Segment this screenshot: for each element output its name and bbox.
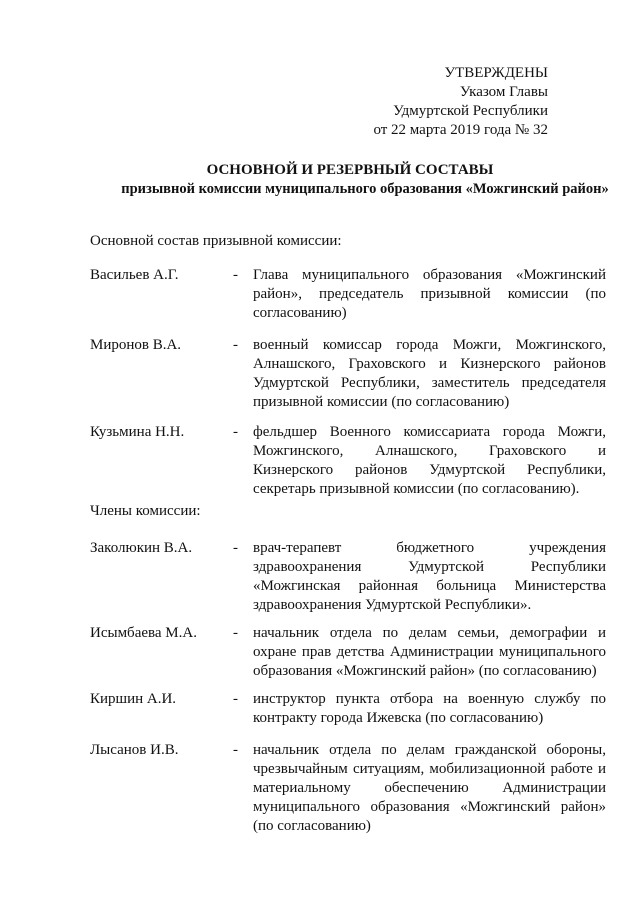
- section-heading-members: Члены комиссии:: [90, 503, 201, 519]
- section-heading-main: Основной состав призывной комиссии:: [90, 233, 342, 249]
- member-description: фельдшер Военного комиссариата города Можги, Можгинского, Алнашского, Граховского и Кизнерского районов Удмуртской Республики, секретарь призывной комиссии (по согласованию).: [253, 424, 606, 497]
- approval-republic: Удмуртской Республики: [393, 103, 548, 119]
- member-dash: -: [233, 424, 238, 440]
- member-description: военный комиссар города Можги, Можгинского, Алнашского, Граховского и Кизнерского районов Удмуртской Республики, заместитель председателя призывной комиссии (по согласованию): [253, 337, 606, 410]
- document-title-sub: призывной комиссии муниципального образования «Можгинский район»: [121, 181, 609, 197]
- approval-decree: Указом Главы: [459, 84, 548, 100]
- member-dash: -: [233, 540, 238, 556]
- member-name: Васильев А.Г.: [90, 267, 179, 283]
- member-name: Киршин А.И.: [90, 691, 177, 707]
- approval-date: от 22 марта 2019 года № 32: [373, 122, 548, 138]
- document-title-main: ОСНОВНОЙ И РЕЗЕРВНЫЙ СОСТАВЫ: [206, 162, 494, 178]
- member-name: Заколюкин В.А.: [90, 540, 193, 556]
- member-dash: -: [233, 267, 238, 283]
- member-dash: -: [233, 337, 238, 353]
- member-description: врач-терапевт бюджетного учреждения здравоохранения Удмуртской Республики «Можгинская районная больница Министерства здравоохранения Удмуртской Республики».: [253, 540, 606, 613]
- member-description: Глава муниципального образования «Можгинский район», председатель призывной комиссии (по согласованию): [253, 267, 606, 321]
- approval-stamp: [373, 64, 548, 140]
- member-dash: -: [233, 625, 238, 641]
- document-title: [60, 161, 620, 199]
- member-description: начальник отдела по делам семьи, демографии и охране прав детства Администрации муниципального образования «Можгинский район» (по согласованию): [253, 625, 606, 679]
- member-dash: -: [233, 742, 238, 758]
- member-description: инструктор пункта отбора на военную службу по контракту города Ижевска (по согласованию): [253, 691, 606, 726]
- member-dash: -: [233, 691, 238, 707]
- member-description: начальник отдела по делам гражданской обороны, чрезвычайным ситуациям, мобилизационной работе и материальному обеспечению Администрации муниципального образования «Можгинский район» (по согласованию): [253, 742, 606, 834]
- member-name: Миронов В.А.: [90, 337, 182, 353]
- member-name: Лысанов И.В.: [90, 742, 179, 758]
- member-name: Исымбаева М.А.: [90, 625, 197, 641]
- member-name: Кузьмина Н.Н.: [90, 424, 185, 440]
- approval-heading: УТВЕРЖДЕНЫ: [444, 65, 548, 81]
